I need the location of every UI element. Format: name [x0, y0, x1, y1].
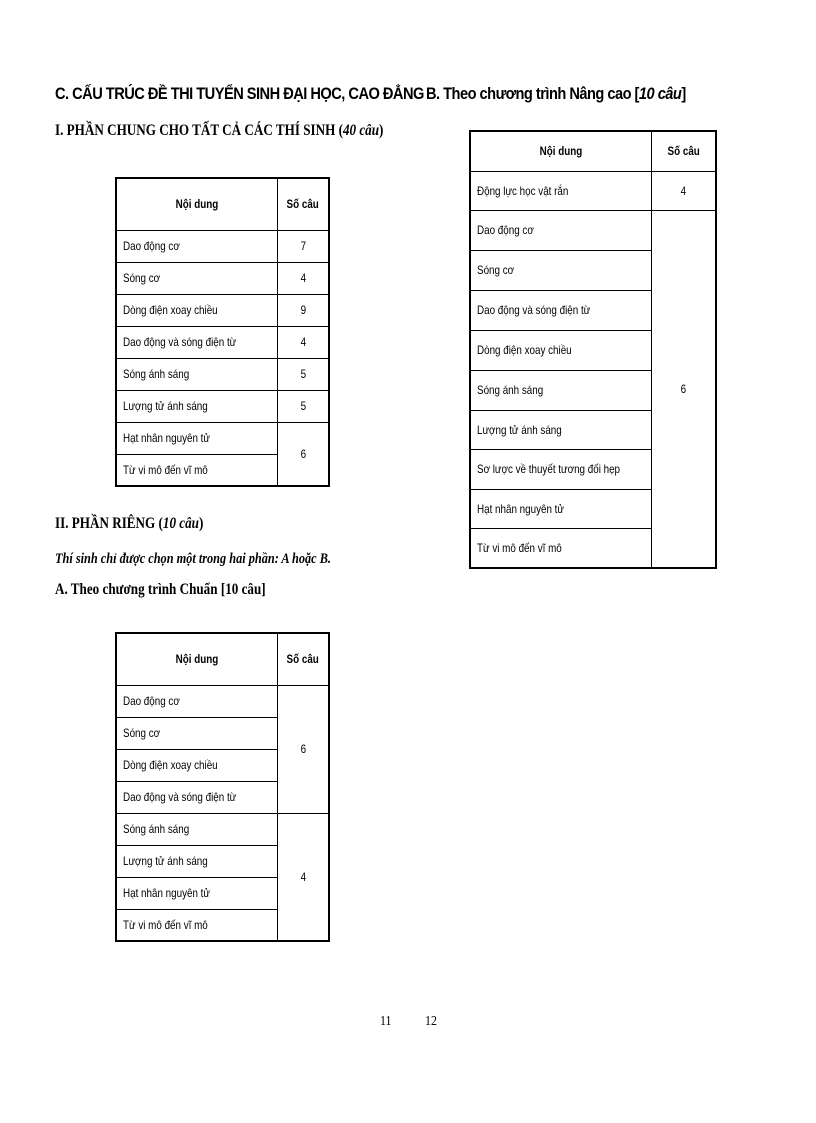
section-1-heading: I. PHẦN CHUNG CHO TẤT CẢ CÁC THÍ SINH (40 câu)	[55, 122, 384, 139]
table-row: Hạt nhân nguyên tử 6	[116, 422, 329, 454]
section-2-heading: II. PHẦN RIÊNG (10 câu)	[55, 515, 204, 532]
table-row: Dao động cơ 7	[116, 230, 329, 262]
table-advanced	[469, 130, 717, 569]
table-row: Hạt nhân nguyên tử	[470, 489, 716, 528]
table-row: Sóng ánh sáng 5	[116, 358, 329, 390]
table-row: Lượng tử ánh sáng 5	[116, 390, 329, 422]
table-row: Từ vi mô đến vĩ mô	[470, 528, 716, 568]
col-header-count: Số câu	[667, 144, 700, 159]
table-row: Dòng điện xoay chiều 9	[116, 294, 329, 326]
table-row: Sóng cơ 4	[116, 262, 329, 294]
table-row: Dao động cơ 6	[116, 685, 329, 717]
table-row: Hạt nhân nguyên tử	[116, 877, 329, 909]
table-row: Dao động và sóng điện từ	[116, 781, 329, 813]
page-number-right: 12	[425, 1014, 437, 1029]
section-b-heading: B. Theo chương trình Nâng cao [10 câu]	[426, 84, 686, 103]
table-row: Dòng điện xoay chiều	[470, 330, 716, 370]
table-standard	[115, 632, 330, 942]
table-common	[115, 177, 330, 487]
table-row: Sóng cơ	[116, 717, 329, 749]
table-row: Sóng ánh sáng	[470, 370, 716, 410]
table-row: Sóng cơ	[470, 250, 716, 290]
table-row: Sóng ánh sáng 4	[116, 813, 329, 845]
selection-note: Thí sinh chỉ được chọn một trong hai phần: A hoặc B.	[55, 551, 331, 567]
table-row: Lượng tử ánh sáng	[470, 410, 716, 449]
col-header-content: Nội dung	[539, 144, 583, 159]
col-header-content: Nội dung	[175, 652, 219, 667]
table-row: Dao động và sóng điện từ 4	[116, 326, 329, 358]
table-row: Dao động và sóng điện từ	[470, 290, 716, 330]
col-header-content: Nội dung	[175, 197, 219, 212]
table-row: Từ vi mô đến vĩ mô	[116, 454, 329, 486]
table-row: Dao động cơ 6	[470, 210, 716, 250]
table-row: Từ vi mô đến vĩ mô	[116, 909, 329, 941]
table-row: Dòng điện xoay chiều	[116, 749, 329, 781]
page-number-left: 11	[380, 1014, 392, 1029]
section-a-heading: A. Theo chương trình Chuẩn [10 câu]	[55, 581, 266, 598]
table-row: Động lực học vật rắn 4	[470, 171, 716, 210]
table-row: Sơ lược về thuyết tương đối hẹp	[470, 449, 716, 489]
col-header-count: Số câu	[286, 652, 320, 667]
heading-c: C. CẤU TRÚC ĐỀ THI TUYỂN SINH ĐẠI HỌC, CAO ĐẲNG	[55, 84, 424, 103]
col-header-count: Số câu	[286, 197, 320, 212]
table-row: Lượng tử ánh sáng	[116, 845, 329, 877]
